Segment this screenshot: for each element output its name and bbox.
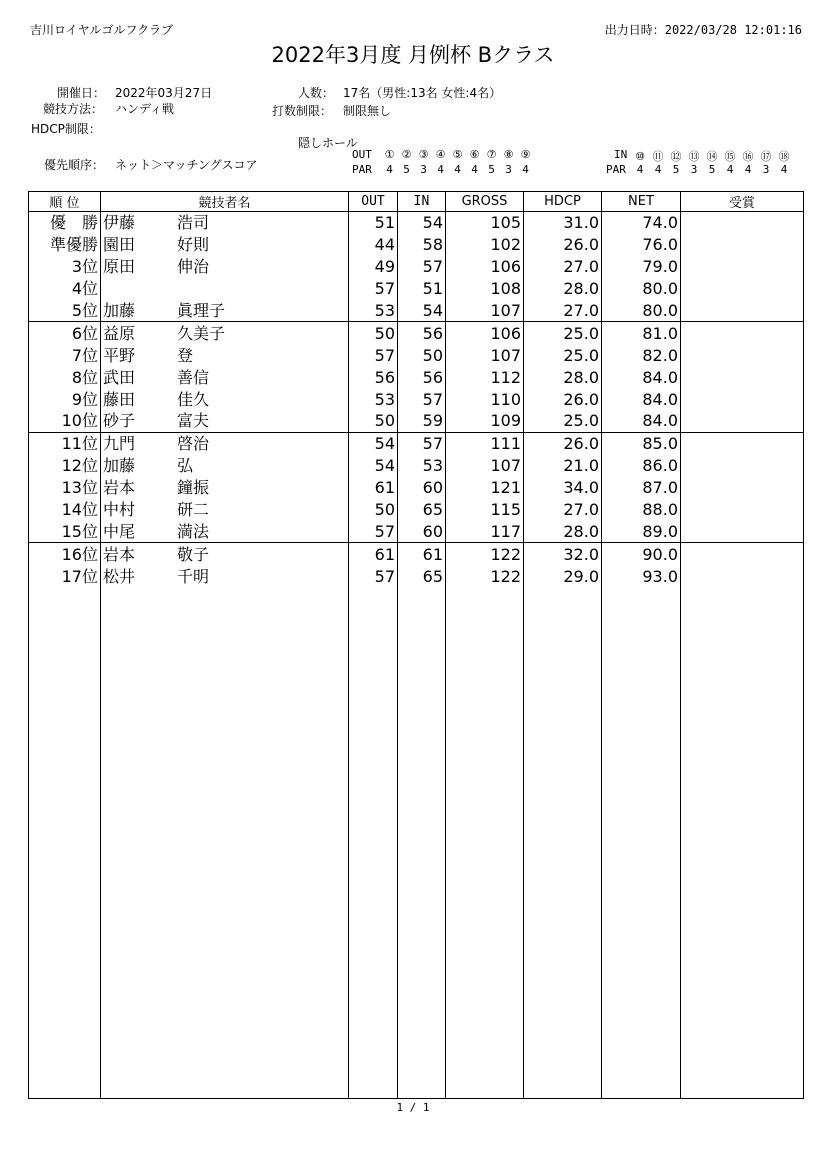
net-cell: 85.0 bbox=[602, 432, 681, 454]
in-score-cell: 61 bbox=[398, 543, 446, 565]
out-score-cell: 53 bbox=[349, 300, 398, 322]
award-cell bbox=[681, 256, 804, 278]
table-row bbox=[29, 278, 804, 300]
par-value: 3 bbox=[690, 163, 698, 176]
in-score-cell: 60 bbox=[398, 520, 446, 542]
par-value: 3 bbox=[762, 163, 770, 176]
out-holes bbox=[381, 148, 534, 161]
award-cell bbox=[681, 300, 804, 322]
gross-cell: 106 bbox=[446, 322, 524, 344]
header-award: 受賞 bbox=[681, 192, 804, 212]
gross-cell: 107 bbox=[446, 344, 524, 366]
table-row bbox=[29, 565, 804, 587]
par-value: 4 bbox=[744, 163, 752, 176]
gross-cell: 107 bbox=[446, 455, 524, 477]
rank-cell: 8位 bbox=[29, 366, 101, 388]
priority-value: ネット＞マッチングスコア bbox=[115, 158, 258, 172]
out-score-cell: 50 bbox=[349, 499, 398, 521]
hole-number: ⑱ bbox=[778, 150, 790, 163]
family-name: 藤田 bbox=[103, 389, 136, 409]
net-cell: 74.0 bbox=[602, 212, 681, 234]
rank-cell: 10位 bbox=[29, 410, 101, 432]
in-score-cell: 59 bbox=[398, 410, 446, 432]
family-name: 中尾 bbox=[103, 521, 136, 541]
out-score-cell: 50 bbox=[349, 410, 398, 432]
table-row bbox=[29, 477, 804, 499]
rank-cell: 7位 bbox=[29, 344, 101, 366]
player-name-cell bbox=[101, 278, 349, 300]
hole-number: ⑦ bbox=[486, 148, 497, 161]
hidden-hole-label: 隠しホール bbox=[298, 136, 358, 150]
award-cell bbox=[681, 432, 804, 454]
player-name-cell bbox=[101, 234, 349, 256]
gross-cell: 112 bbox=[446, 366, 524, 388]
gross-cell: 122 bbox=[446, 565, 524, 587]
par-value: 4 bbox=[386, 163, 393, 176]
hdcp-cell: 32.0 bbox=[524, 543, 602, 565]
award-cell bbox=[681, 410, 804, 432]
par-value: 4 bbox=[471, 163, 478, 176]
rank-cell: 9位 bbox=[29, 388, 101, 410]
hole-number: ② bbox=[401, 148, 412, 161]
given-name: 千明 bbox=[177, 566, 210, 586]
player-name-cell bbox=[101, 499, 349, 521]
table-filler-row bbox=[29, 587, 804, 1098]
out-score-cell: 56 bbox=[349, 366, 398, 388]
count-label: 人数： bbox=[298, 86, 335, 100]
out-score-cell: 44 bbox=[349, 234, 398, 256]
rank-cell: 15位 bbox=[29, 520, 101, 542]
net-cell: 86.0 bbox=[602, 455, 681, 477]
net-cell: 80.0 bbox=[602, 278, 681, 300]
out-par bbox=[381, 163, 534, 176]
hdcp-cell: 21.0 bbox=[524, 455, 602, 477]
hdcp-cell: 27.0 bbox=[524, 499, 602, 521]
award-cell bbox=[681, 322, 804, 344]
in-score-cell: 57 bbox=[398, 388, 446, 410]
header-out: OUT bbox=[349, 192, 398, 212]
par-value: 4 bbox=[437, 163, 444, 176]
priority-label: 優先順序： bbox=[44, 158, 105, 172]
award-cell bbox=[681, 344, 804, 366]
player-name-cell bbox=[101, 344, 349, 366]
par-value: 3 bbox=[505, 163, 512, 176]
par-value: 4 bbox=[636, 163, 644, 176]
rank-cell: 12位 bbox=[29, 455, 101, 477]
award-cell bbox=[681, 212, 804, 234]
par-value: 5 bbox=[672, 163, 680, 176]
rank-cell: 11位 bbox=[29, 432, 101, 454]
in-score-cell: 50 bbox=[398, 344, 446, 366]
player-name-cell bbox=[101, 565, 349, 587]
count-value: 17名（男性:13名 女性:4名） bbox=[343, 86, 502, 100]
out-holes-label: OUT bbox=[352, 148, 372, 161]
in-par bbox=[631, 163, 793, 176]
table-row bbox=[29, 234, 804, 256]
gross-cell: 107 bbox=[446, 300, 524, 322]
par-value: 5 bbox=[488, 163, 495, 176]
hdcp-cell: 25.0 bbox=[524, 322, 602, 344]
given-name: 敬子 bbox=[177, 544, 210, 564]
net-cell: 87.0 bbox=[602, 477, 681, 499]
gross-cell: 105 bbox=[446, 212, 524, 234]
results-body bbox=[29, 212, 804, 1099]
player-name-cell bbox=[101, 410, 349, 432]
hdcp-cell: 28.0 bbox=[524, 366, 602, 388]
header-net: NET bbox=[602, 192, 681, 212]
player-name-cell bbox=[101, 520, 349, 542]
in-score-cell: 56 bbox=[398, 366, 446, 388]
header-player-name: 競技者名 bbox=[101, 192, 349, 212]
family-name: 岩本 bbox=[103, 544, 136, 564]
given-name: 満法 bbox=[177, 521, 210, 541]
table-row bbox=[29, 410, 804, 432]
given-name: 研二 bbox=[177, 500, 210, 520]
par-value: 5 bbox=[708, 163, 716, 176]
in-score-cell: 54 bbox=[398, 212, 446, 234]
hole-number: ⑤ bbox=[452, 148, 463, 161]
hdcp-cell: 26.0 bbox=[524, 234, 602, 256]
gross-cell: 111 bbox=[446, 432, 524, 454]
date-label: 開催日： bbox=[57, 86, 106, 100]
gross-cell: 102 bbox=[446, 234, 524, 256]
in-par-label: PAR bbox=[606, 163, 626, 176]
in-score-cell: 65 bbox=[398, 565, 446, 587]
table-row bbox=[29, 212, 804, 234]
rank-cell: 準優勝 bbox=[29, 234, 101, 256]
page-number: 1 / 1 bbox=[396, 1101, 430, 1114]
player-name-cell bbox=[101, 432, 349, 454]
out-score-cell: 54 bbox=[349, 432, 398, 454]
table-row bbox=[29, 432, 804, 454]
out-score-cell: 57 bbox=[349, 278, 398, 300]
family-name: 加藤 bbox=[103, 456, 136, 476]
net-cell: 82.0 bbox=[602, 344, 681, 366]
gross-cell: 106 bbox=[446, 256, 524, 278]
award-cell bbox=[681, 278, 804, 300]
award-cell bbox=[681, 499, 804, 521]
net-cell: 76.0 bbox=[602, 234, 681, 256]
gross-cell: 117 bbox=[446, 520, 524, 542]
gross-cell: 110 bbox=[446, 388, 524, 410]
in-score-cell: 54 bbox=[398, 300, 446, 322]
in-holes-label: IN bbox=[614, 148, 628, 161]
given-name: 富夫 bbox=[177, 411, 210, 431]
net-cell: 84.0 bbox=[602, 388, 681, 410]
hole-number: ⑮ bbox=[724, 150, 736, 163]
hdcp-cell: 27.0 bbox=[524, 300, 602, 322]
hole-number: ⑥ bbox=[469, 148, 480, 161]
par-value: 3 bbox=[420, 163, 427, 176]
table-row bbox=[29, 543, 804, 565]
results-table bbox=[28, 191, 804, 1099]
award-cell bbox=[681, 234, 804, 256]
date-value: 2022年03月27日 bbox=[115, 86, 213, 100]
header-gross: GROSS bbox=[446, 192, 524, 212]
hole-number: ⑬ bbox=[688, 150, 700, 163]
net-cell: 90.0 bbox=[602, 543, 681, 565]
page-title: 2022年3月度 月例杯 Bクラス bbox=[271, 43, 555, 67]
family-name: 武田 bbox=[103, 367, 136, 387]
rank-cell: 優 勝 bbox=[29, 212, 101, 234]
gross-cell: 109 bbox=[446, 410, 524, 432]
header-in: IN bbox=[398, 192, 446, 212]
rank-cell: 13位 bbox=[29, 477, 101, 499]
hole-number: ⑪ bbox=[652, 150, 664, 163]
par-value: 5 bbox=[403, 163, 410, 176]
out-score-cell: 57 bbox=[349, 344, 398, 366]
given-name: 登 bbox=[177, 345, 194, 365]
hdcp-limit-label: HDCP制限： bbox=[31, 122, 101, 136]
hdcp-cell: 31.0 bbox=[524, 212, 602, 234]
method-label: 競技方法： bbox=[43, 102, 104, 116]
out-score-cell: 61 bbox=[349, 543, 398, 565]
net-cell: 88.0 bbox=[602, 499, 681, 521]
hole-number: ④ bbox=[435, 148, 446, 161]
hole-number: ⑭ bbox=[706, 150, 718, 163]
family-name: 平野 bbox=[103, 345, 136, 365]
rank-cell: 16位 bbox=[29, 543, 101, 565]
hdcp-cell: 28.0 bbox=[524, 520, 602, 542]
given-name: 佳久 bbox=[177, 389, 210, 409]
player-name-cell bbox=[101, 477, 349, 499]
rank-cell: 5位 bbox=[29, 300, 101, 322]
table-row bbox=[29, 366, 804, 388]
award-cell bbox=[681, 455, 804, 477]
net-cell: 84.0 bbox=[602, 366, 681, 388]
hole-number: ① bbox=[384, 148, 395, 161]
par-value: 4 bbox=[726, 163, 734, 176]
out-score-cell: 54 bbox=[349, 455, 398, 477]
table-row bbox=[29, 455, 804, 477]
method-value: ハンディ戦 bbox=[115, 102, 175, 116]
in-score-cell: 56 bbox=[398, 322, 446, 344]
table-row bbox=[29, 520, 804, 542]
net-cell: 84.0 bbox=[602, 410, 681, 432]
gross-cell: 108 bbox=[446, 278, 524, 300]
hdcp-cell: 29.0 bbox=[524, 565, 602, 587]
given-name: 啓治 bbox=[177, 434, 210, 454]
gross-cell: 122 bbox=[446, 543, 524, 565]
given-name: 浩司 bbox=[177, 213, 210, 233]
award-cell bbox=[681, 388, 804, 410]
family-name: 加藤 bbox=[103, 301, 136, 320]
family-name: 中村 bbox=[103, 500, 136, 520]
rank-cell: 17位 bbox=[29, 565, 101, 587]
out-score-cell: 50 bbox=[349, 322, 398, 344]
in-score-cell: 58 bbox=[398, 234, 446, 256]
par-value: 4 bbox=[454, 163, 461, 176]
family-name: 益原 bbox=[103, 323, 136, 343]
family-name: 原田 bbox=[103, 257, 136, 277]
header-rank: 順 位 bbox=[29, 192, 101, 212]
player-name-cell bbox=[101, 388, 349, 410]
table-row bbox=[29, 388, 804, 410]
given-name: 眞理子 bbox=[177, 301, 226, 320]
player-name-cell bbox=[101, 455, 349, 477]
given-name: 伸治 bbox=[177, 257, 210, 277]
given-name: 善信 bbox=[177, 367, 210, 387]
award-cell bbox=[681, 543, 804, 565]
award-cell bbox=[681, 520, 804, 542]
net-cell: 80.0 bbox=[602, 300, 681, 322]
stroke-limit-label: 打数制限： bbox=[272, 104, 333, 118]
player-name-cell bbox=[101, 212, 349, 234]
family-name: 松井 bbox=[103, 566, 136, 586]
table-row bbox=[29, 344, 804, 366]
net-cell: 81.0 bbox=[602, 322, 681, 344]
hdcp-cell: 27.0 bbox=[524, 256, 602, 278]
given-name: 久美子 bbox=[177, 323, 226, 343]
out-score-cell: 53 bbox=[349, 388, 398, 410]
in-score-cell: 57 bbox=[398, 432, 446, 454]
rank-cell: 6位 bbox=[29, 322, 101, 344]
player-name-cell bbox=[101, 543, 349, 565]
family-name: 伊藤 bbox=[103, 213, 136, 233]
club-name: 吉川ロイヤルゴルフクラブ bbox=[30, 23, 174, 37]
in-score-cell: 60 bbox=[398, 477, 446, 499]
player-name-cell bbox=[101, 366, 349, 388]
hdcp-cell: 26.0 bbox=[524, 388, 602, 410]
in-score-cell: 51 bbox=[398, 278, 446, 300]
header-hdcp: HDCP bbox=[524, 192, 602, 212]
player-name-cell bbox=[101, 300, 349, 322]
family-name: 岩本 bbox=[103, 478, 136, 498]
in-holes bbox=[631, 148, 793, 164]
family-name: 九門 bbox=[103, 434, 136, 454]
net-cell: 79.0 bbox=[602, 256, 681, 278]
output-datetime: 出力日時：2022/03/28 12:01:16 bbox=[604, 23, 802, 37]
out-par-label: PAR bbox=[352, 163, 372, 176]
hdcp-cell: 26.0 bbox=[524, 432, 602, 454]
hole-number: ⑩ bbox=[635, 150, 645, 163]
gross-cell: 121 bbox=[446, 477, 524, 499]
hole-number: ⑨ bbox=[520, 148, 531, 161]
family-name: 園田 bbox=[103, 235, 136, 255]
player-name-cell bbox=[101, 322, 349, 344]
award-cell bbox=[681, 565, 804, 587]
table-row bbox=[29, 322, 804, 344]
award-cell bbox=[681, 366, 804, 388]
table-header-row bbox=[29, 192, 804, 212]
given-name: 好則 bbox=[177, 235, 210, 255]
out-score-cell: 61 bbox=[349, 477, 398, 499]
par-value: 4 bbox=[780, 163, 788, 176]
hdcp-cell: 25.0 bbox=[524, 410, 602, 432]
gross-cell: 115 bbox=[446, 499, 524, 521]
par-value: 4 bbox=[654, 163, 662, 176]
stroke-limit-value: 制限無し bbox=[343, 104, 392, 118]
in-score-cell: 57 bbox=[398, 256, 446, 278]
hdcp-cell: 28.0 bbox=[524, 278, 602, 300]
out-score-cell: 51 bbox=[349, 212, 398, 234]
hole-number: ⑯ bbox=[742, 150, 754, 163]
net-cell: 93.0 bbox=[602, 565, 681, 587]
hole-number: ③ bbox=[418, 148, 429, 161]
hdcp-cell: 25.0 bbox=[524, 344, 602, 366]
given-name: 弘 bbox=[177, 456, 194, 476]
hole-number: ⑰ bbox=[760, 150, 772, 163]
out-score-cell: 57 bbox=[349, 565, 398, 587]
player-name-cell bbox=[101, 256, 349, 278]
hdcp-cell: 34.0 bbox=[524, 477, 602, 499]
par-value: 4 bbox=[522, 163, 529, 176]
rank-cell: 4位 bbox=[29, 278, 101, 300]
award-cell bbox=[681, 477, 804, 499]
hole-number: ⑫ bbox=[670, 150, 682, 163]
net-cell: 89.0 bbox=[602, 520, 681, 542]
family-name: 砂子 bbox=[103, 411, 136, 431]
rank-cell: 3位 bbox=[29, 256, 101, 278]
hole-number: ⑧ bbox=[503, 148, 514, 161]
out-score-cell: 57 bbox=[349, 520, 398, 542]
in-score-cell: 65 bbox=[398, 499, 446, 521]
in-score-cell: 53 bbox=[398, 455, 446, 477]
given-name: 鐘振 bbox=[177, 478, 210, 498]
rank-cell: 14位 bbox=[29, 499, 101, 521]
out-score-cell: 49 bbox=[349, 256, 398, 278]
table-row bbox=[29, 256, 804, 278]
table-row bbox=[29, 300, 804, 322]
table-row bbox=[29, 499, 804, 521]
